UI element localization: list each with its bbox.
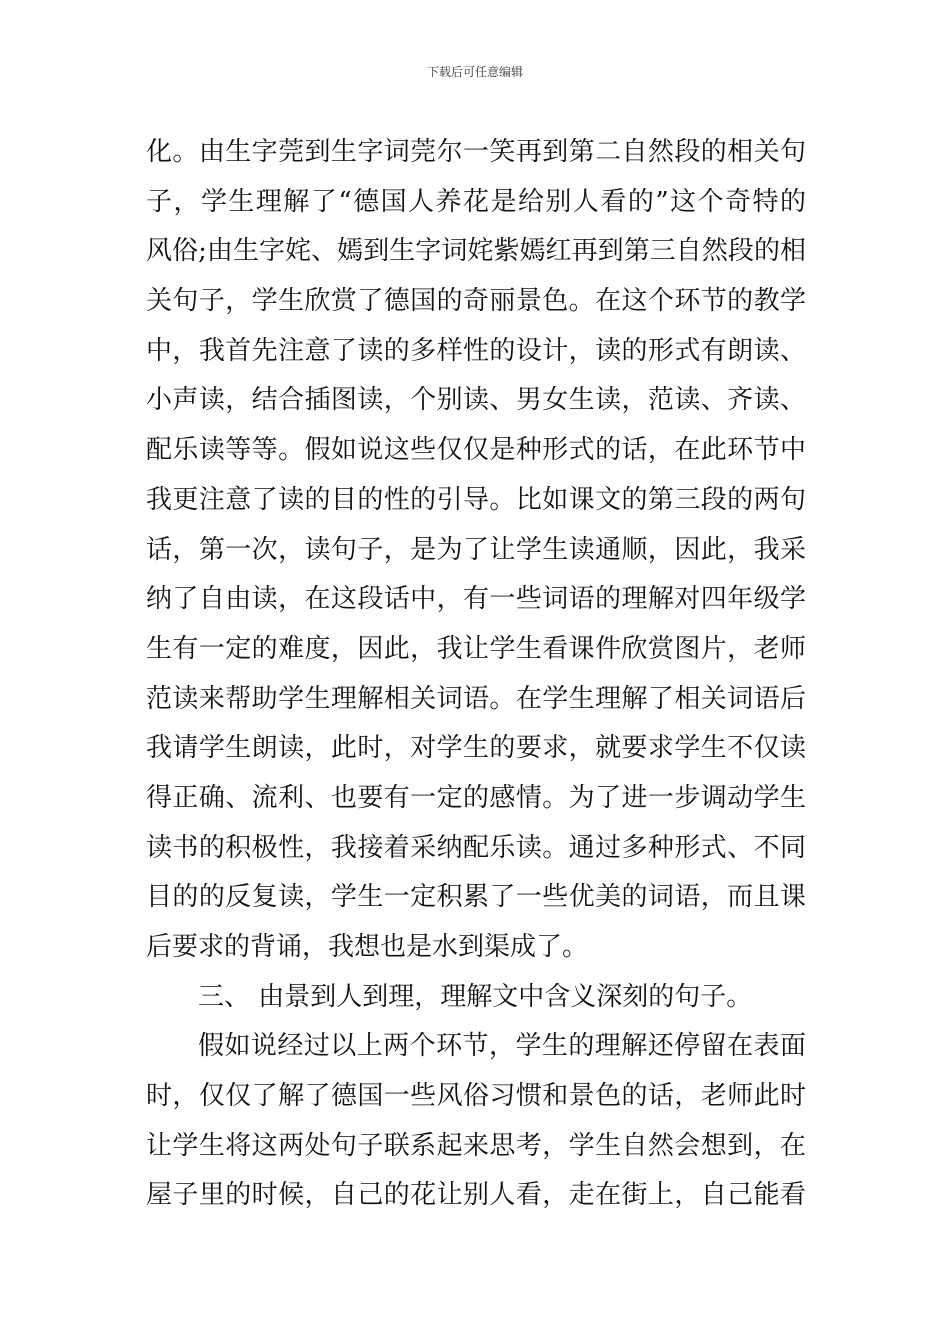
text-line: 配乐读等等。假如说这些仅仅是种形式的话，在此环节中 bbox=[146, 435, 806, 466]
text-line: 屋子里的时候，自己的花让别人看，走在街上，自己能看 bbox=[146, 1180, 806, 1211]
text-line: 读书的积极性，我接着采纳配乐读。通过多种形式、不同 bbox=[146, 832, 806, 863]
text-line: 小声读，结合插图读，个别读、男女生读，范读、齐读、 bbox=[146, 385, 806, 416]
text-line: 目的的反复读，学生一定积累了一些优美的词语，而且课 bbox=[146, 882, 806, 913]
text-line: 我更注意了读的目的性的引导。比如课文的第三段的两句 bbox=[146, 484, 806, 515]
text-line: 得正确、流利、也要有一定的感情。为了进一步调动学生 bbox=[146, 782, 806, 813]
page-header-note: 下载后可任意编辑 bbox=[426, 65, 523, 79]
text-line: 后要求的背诵，我想也是水到渠成了。 bbox=[146, 932, 589, 962]
text-line: 范读来帮助学生理解相关词语。在学生理解了相关词语后 bbox=[146, 683, 806, 714]
text-line: 关句子，学生欣赏了德国的奇丽景色。在这个环节的教学 bbox=[146, 286, 806, 317]
text-line: 我请学生朗读，此时，对学生的要求，就要求学生不仅读 bbox=[146, 733, 806, 764]
document-body bbox=[146, 128, 806, 1221]
text-line: 子，学生理解了“德国人养花是给别人看的”这个奇特的 bbox=[146, 186, 806, 217]
text-line: 生有一定的难度，因此，我让学生看课件欣赏图片，老师 bbox=[146, 633, 806, 664]
text-line: 纳了自由读，在这段话中，有一些词语的理解对四年级学 bbox=[146, 584, 806, 615]
section-heading: 三、 由景到人到理，理解文中含义深刻的句子。 bbox=[198, 981, 753, 1012]
text-line: 化。由生字莞到生字词莞尔一笑再到第二自然段的相关句 bbox=[146, 137, 806, 167]
text-line: 中，我首先注意了读的多样性的设计，读的形式有朗读、 bbox=[146, 335, 806, 366]
text-line: 话，第一次，读句子，是为了让学生读通顺，因此，我采 bbox=[146, 534, 806, 565]
text-line: 风俗;由生字姹、嫣到生字词姹紫嫣红再到第三自然段的相 bbox=[146, 236, 806, 267]
text-line: 让学生将这两处句子联系起来思考，学生自然会想到，在 bbox=[146, 1130, 806, 1161]
text-line: 时，仅仅了解了德国一些风俗习惯和景色的话，老师此时 bbox=[146, 1081, 806, 1112]
text-line: 假如说经过以上两个环节，学生的理解还停留在表面 bbox=[198, 1031, 806, 1062]
